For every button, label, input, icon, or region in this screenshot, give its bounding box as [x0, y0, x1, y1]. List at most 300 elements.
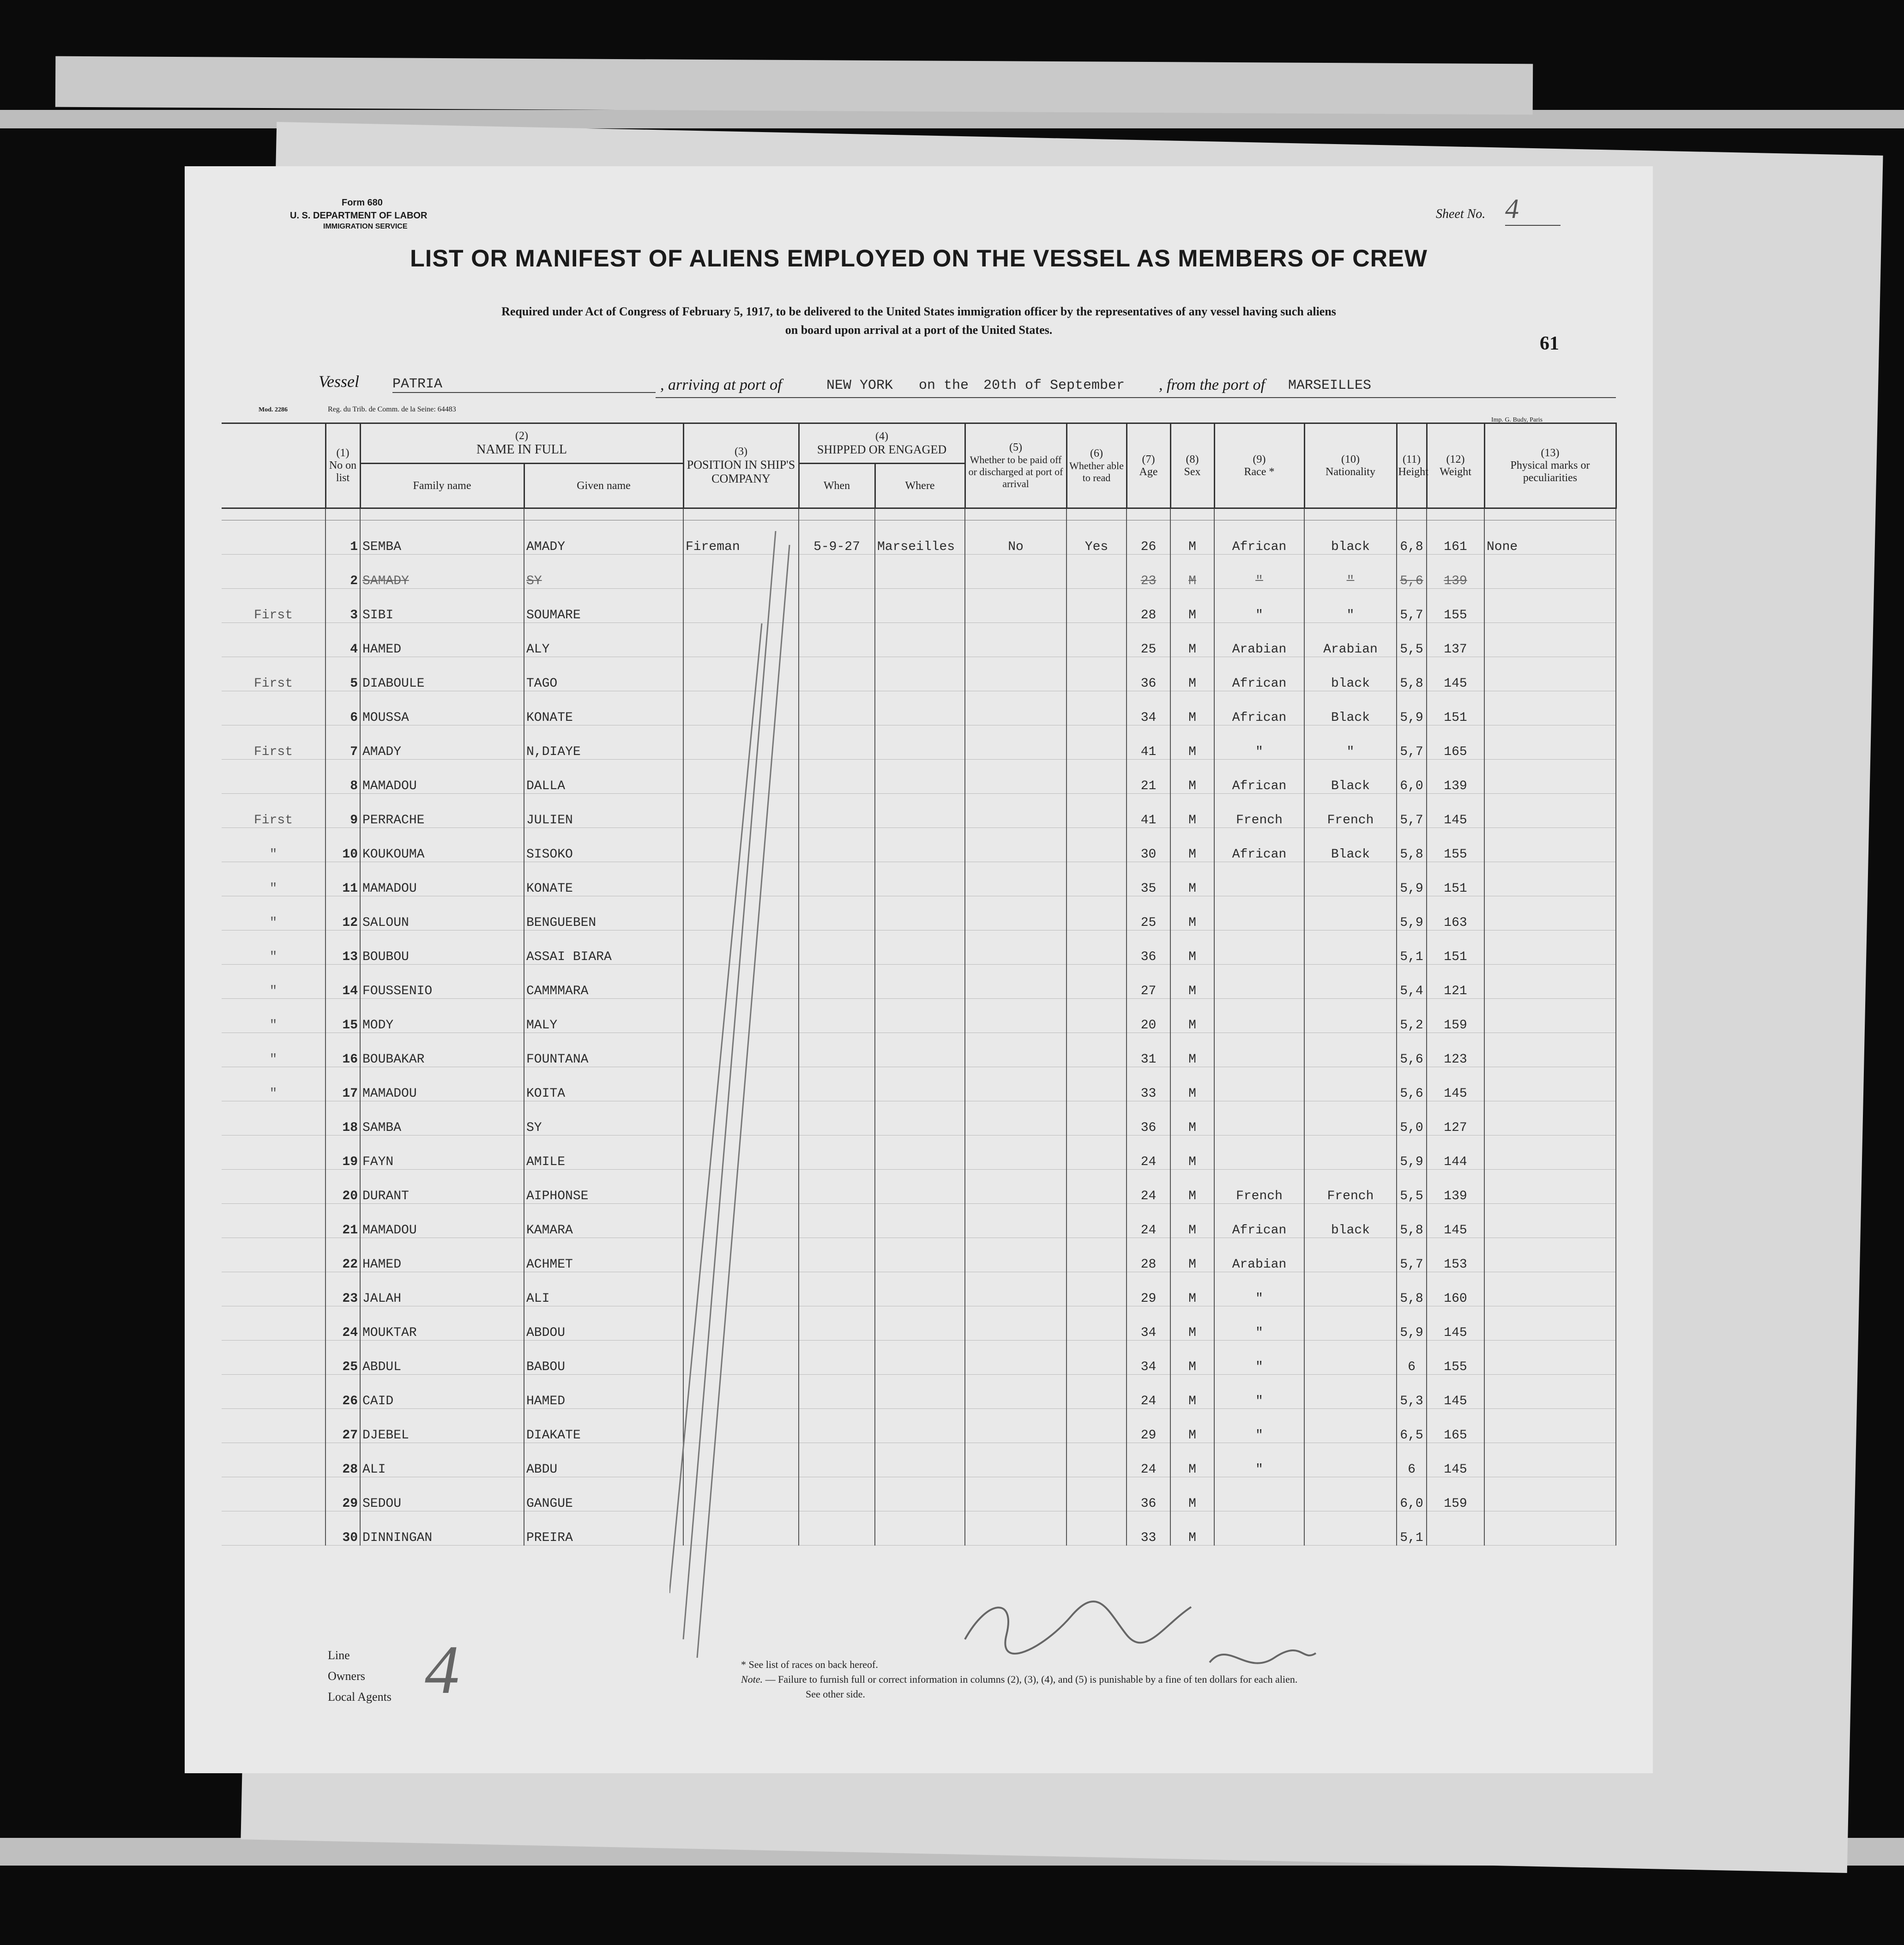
position-cell: Fireman	[683, 520, 799, 555]
height-cell: 5,3	[1397, 1375, 1427, 1409]
height-cell: 5,8	[1397, 1272, 1427, 1306]
row-number-cell: 11	[325, 862, 360, 896]
family-name-cell: FOUSSENIO	[360, 965, 524, 999]
physical-marks-cell	[1484, 623, 1616, 657]
given-name-cell: AIPHONSE	[524, 1170, 683, 1204]
shipped-when-cell	[799, 1341, 875, 1375]
margin-note-cell: "	[222, 999, 325, 1033]
family-name-cell: AMADY	[360, 725, 524, 760]
paid-off-cell	[965, 725, 1066, 760]
spacer-cell	[1127, 508, 1170, 520]
shipped-when-cell	[799, 1033, 875, 1067]
table-row	[222, 1067, 1616, 1101]
row-number-cell: 25	[325, 1341, 360, 1375]
age-cell: 41	[1127, 725, 1170, 760]
paid-off-cell	[965, 589, 1066, 623]
nationality-cell: black	[1304, 1204, 1397, 1238]
weight-cell: 151	[1427, 862, 1484, 896]
margin-note-cell	[222, 1409, 325, 1443]
race-cell: "	[1214, 1409, 1304, 1443]
table-row	[222, 930, 1616, 965]
shipped-when-cell	[799, 1272, 875, 1306]
weight-cell: 165	[1427, 725, 1484, 760]
paid-off-cell	[965, 1511, 1066, 1546]
voyage-underline	[656, 397, 1616, 398]
spacer-cell	[524, 508, 683, 520]
weight-cell: 121	[1427, 965, 1484, 999]
race-cell: "	[1214, 1375, 1304, 1409]
given-name-cell: ACHMET	[524, 1238, 683, 1272]
given-name-cell: SY	[524, 555, 683, 589]
table-row	[222, 1511, 1616, 1546]
physical-marks-cell	[1484, 1067, 1616, 1101]
footer-owners-label: Owners	[328, 1669, 365, 1683]
paid-off-cell	[965, 1341, 1066, 1375]
table-row	[222, 794, 1616, 828]
table-row	[222, 1238, 1616, 1272]
arrival-on-the: on the	[919, 378, 969, 393]
row-number-cell: 2	[325, 555, 360, 589]
table-row	[222, 828, 1616, 862]
able-to-read-cell	[1066, 760, 1127, 794]
punch-hole	[157, 1270, 175, 1291]
table-row	[222, 657, 1616, 691]
table-row	[222, 555, 1616, 589]
when-header: When	[799, 464, 875, 508]
table-row	[222, 725, 1616, 760]
weight-cell: 139	[1427, 760, 1484, 794]
able-to-read-cell	[1066, 1272, 1127, 1306]
printer: Imp. G. Budy, Paris	[1491, 417, 1543, 423]
table-row	[222, 1101, 1616, 1136]
margin-note-cell: First	[222, 589, 325, 623]
height-cell: 6,5	[1397, 1409, 1427, 1443]
weight-cell: 159	[1427, 999, 1484, 1033]
race-cell: "	[1214, 1443, 1304, 1477]
height-cell: 5,8	[1397, 1204, 1427, 1238]
age-cell: 24	[1127, 1136, 1170, 1170]
sex-cell: M	[1170, 1306, 1214, 1341]
race-cell: Arabian	[1214, 623, 1304, 657]
paid-off-cell	[965, 1033, 1066, 1067]
nationality-cell: Black	[1304, 760, 1397, 794]
penalty-note	[741, 1673, 1297, 1685]
col-2-label: NAME IN FULL	[476, 442, 567, 457]
physical-marks-cell	[1484, 1341, 1616, 1375]
race-cell: African	[1214, 1204, 1304, 1238]
height-cell: 5,0	[1397, 1101, 1427, 1136]
able-to-read-cell	[1066, 725, 1127, 760]
physical-marks-cell	[1484, 1101, 1616, 1136]
physical-marks-cell	[1484, 1306, 1616, 1341]
weight-cell: 144	[1427, 1136, 1484, 1170]
shipped-where-cell	[875, 862, 965, 896]
able-to-read-cell	[1066, 1477, 1127, 1511]
paid-off-cell	[965, 896, 1066, 930]
row-number-cell: 10	[325, 828, 360, 862]
given-name-cell: PREIRA	[524, 1511, 683, 1546]
margin-note-cell	[222, 623, 325, 657]
nationality-cell	[1304, 1272, 1397, 1306]
family-name-cell: BOUBAKAR	[360, 1033, 524, 1067]
physical-marks-cell	[1484, 862, 1616, 896]
age-cell: 28	[1127, 589, 1170, 623]
margin-note-cell	[222, 1101, 325, 1136]
col-4-label: SHIPPED OR ENGAGED	[817, 442, 947, 456]
crew-manifest-table	[222, 423, 1617, 1546]
physical-marks-cell	[1484, 828, 1616, 862]
given-name-cell: DALLA	[524, 760, 683, 794]
table-row	[222, 1272, 1616, 1306]
punch-hole	[157, 1143, 175, 1164]
margin-note-cell: First	[222, 725, 325, 760]
age-cell: 24	[1127, 1170, 1170, 1204]
shipped-where-cell	[875, 1238, 965, 1272]
able-to-read-cell	[1066, 589, 1127, 623]
able-to-read-cell	[1066, 1033, 1127, 1067]
row-number-cell: 30	[325, 1511, 360, 1546]
weight-cell: 161	[1427, 520, 1484, 555]
given-name-cell: CAMMMARA	[524, 965, 683, 999]
able-to-read-cell	[1066, 965, 1127, 999]
sheet-label: Sheet No.	[1436, 207, 1486, 221]
nationality-cell	[1304, 1443, 1397, 1477]
sex-cell: M	[1170, 1375, 1214, 1409]
sex-cell: M	[1170, 1136, 1214, 1170]
family-name-header: Family name	[360, 464, 524, 508]
given-name-cell: N,DIAYE	[524, 725, 683, 760]
row-number-cell: 22	[325, 1238, 360, 1272]
physical-marks-cell	[1484, 1477, 1616, 1511]
margin-note-cell	[222, 1477, 325, 1511]
physical-marks-cell	[1484, 1204, 1616, 1238]
col-9-label: Race *	[1244, 465, 1275, 478]
height-cell: 6	[1397, 1443, 1427, 1477]
row-number-cell: 17	[325, 1067, 360, 1101]
age-cell: 33	[1127, 1511, 1170, 1546]
page-number: 61	[1540, 333, 1559, 354]
col-6-number: (6)	[1090, 447, 1103, 459]
shipped-when-cell	[799, 1375, 875, 1409]
age-cell: 30	[1127, 828, 1170, 862]
given-name-cell: GANGUE	[524, 1477, 683, 1511]
from-text: , from the port of	[1159, 376, 1265, 393]
able-to-read-cell	[1066, 1136, 1127, 1170]
family-name-cell: DIABOULE	[360, 657, 524, 691]
nationality-cell	[1304, 965, 1397, 999]
weight-cell: 151	[1427, 930, 1484, 965]
given-name-cell: TAGO	[524, 657, 683, 691]
row-number-cell: 8	[325, 760, 360, 794]
shipped-when-cell	[799, 1101, 875, 1136]
shipped-where-cell	[875, 1136, 965, 1170]
spacer-cell	[1427, 508, 1484, 520]
nationality-cell	[1304, 1238, 1397, 1272]
col-2-number: (2)	[515, 429, 528, 442]
shipped-when-cell	[799, 1443, 875, 1477]
family-name-cell: JALAH	[360, 1272, 524, 1306]
nationality-cell	[1304, 1511, 1397, 1546]
family-name-cell: FAYN	[360, 1136, 524, 1170]
race-cell	[1214, 930, 1304, 965]
margin-note-cell: "	[222, 965, 325, 999]
shipped-when-cell	[799, 999, 875, 1033]
race-cell: African	[1214, 760, 1304, 794]
paid-off-cell	[965, 862, 1066, 896]
top-scan-strip-light	[55, 56, 1533, 115]
age-cell: 21	[1127, 760, 1170, 794]
sex-cell: M	[1170, 1067, 1214, 1101]
col-5-header	[965, 423, 1066, 508]
shipped-where-cell	[875, 1511, 965, 1546]
shipped-where-cell	[875, 725, 965, 760]
paid-off-cell	[965, 1136, 1066, 1170]
sheet-value: 4	[1505, 193, 1561, 226]
margin-note-cell	[222, 1136, 325, 1170]
height-cell: 5,7	[1397, 1238, 1427, 1272]
age-cell: 41	[1127, 794, 1170, 828]
race-cell	[1214, 1511, 1304, 1546]
nationality-cell: Black	[1304, 691, 1397, 725]
weight-cell: 160	[1427, 1272, 1484, 1306]
sex-cell: M	[1170, 1341, 1214, 1375]
nationality-cell	[1304, 1101, 1397, 1136]
weight-cell: 123	[1427, 1033, 1484, 1067]
family-name-cell: DURANT	[360, 1170, 524, 1204]
given-name-cell: ASSAI BIARA	[524, 930, 683, 965]
race-cell: African	[1214, 828, 1304, 862]
able-to-read-cell	[1066, 896, 1127, 930]
row-number-cell: 9	[325, 794, 360, 828]
col-6-label: Whether able to read	[1069, 460, 1124, 483]
nationality-cell	[1304, 1067, 1397, 1101]
table-row	[222, 999, 1616, 1033]
physical-marks-cell	[1484, 555, 1616, 589]
spacer-row	[222, 508, 1616, 520]
sex-cell: M	[1170, 725, 1214, 760]
sex-cell: M	[1170, 930, 1214, 965]
row-number-cell: 12	[325, 896, 360, 930]
col-10-header	[1304, 423, 1397, 508]
sex-cell: M	[1170, 623, 1214, 657]
height-cell: 5,9	[1397, 1136, 1427, 1170]
where-header: Where	[875, 464, 965, 508]
table-row	[222, 1204, 1616, 1238]
handwritten-mark: 4	[425, 1631, 459, 1708]
row-number-cell: 20	[325, 1170, 360, 1204]
able-to-read-cell	[1066, 828, 1127, 862]
shipped-where-cell	[875, 1067, 965, 1101]
given-name-cell: SY	[524, 1101, 683, 1136]
physical-marks-cell	[1484, 1409, 1616, 1443]
weight-cell: 145	[1427, 657, 1484, 691]
age-cell: 36	[1127, 657, 1170, 691]
able-to-read-cell	[1066, 1170, 1127, 1204]
margin-note-cell: "	[222, 862, 325, 896]
nationality-cell: "	[1304, 725, 1397, 760]
row-number-cell: 28	[325, 1443, 360, 1477]
row-number-cell: 3	[325, 589, 360, 623]
sex-cell: M	[1170, 965, 1214, 999]
race-cell: "	[1214, 555, 1304, 589]
arriving-text: , arriving at port of	[660, 376, 782, 393]
race-cell	[1214, 1477, 1304, 1511]
family-name-cell: SALOUN	[360, 896, 524, 930]
shipped-where-cell	[875, 1170, 965, 1204]
sex-cell: M	[1170, 896, 1214, 930]
height-cell: 5,2	[1397, 999, 1427, 1033]
nationality-cell: Black	[1304, 828, 1397, 862]
shipped-when-cell	[799, 1477, 875, 1511]
able-to-read-cell	[1066, 862, 1127, 896]
signature	[951, 1570, 1320, 1690]
row-number-cell: 16	[325, 1033, 360, 1067]
shipped-where-cell	[875, 965, 965, 999]
given-name-cell: BENGUEBEN	[524, 896, 683, 930]
col-1-number: (1)	[336, 447, 349, 459]
given-name-header: Given name	[524, 464, 683, 508]
family-name-cell: SEDOU	[360, 1477, 524, 1511]
able-to-read-cell: Yes	[1066, 520, 1127, 555]
able-to-read-cell	[1066, 1306, 1127, 1341]
weight-cell: 127	[1427, 1101, 1484, 1136]
weight-cell: 151	[1427, 691, 1484, 725]
col-11-header	[1397, 423, 1427, 508]
family-name-cell: KOUKOUMA	[360, 828, 524, 862]
shipped-where-cell	[875, 1033, 965, 1067]
mod-number: Mod. 2286	[259, 406, 288, 413]
table-row	[222, 1409, 1616, 1443]
sex-cell: M	[1170, 999, 1214, 1033]
col-1-header	[325, 423, 360, 508]
given-name-cell: DIAKATE	[524, 1409, 683, 1443]
able-to-read-cell	[1066, 794, 1127, 828]
shipped-where-cell	[875, 1204, 965, 1238]
col-7-label: Age	[1139, 465, 1158, 478]
margin-note-cell	[222, 555, 325, 589]
paid-off-cell	[965, 760, 1066, 794]
margin-note-cell: "	[222, 896, 325, 930]
paid-off-cell	[965, 555, 1066, 589]
paid-off-cell: No	[965, 520, 1066, 555]
race-cell: African	[1214, 520, 1304, 555]
height-cell: 5,9	[1397, 691, 1427, 725]
manifest-rows	[222, 508, 1616, 1546]
table-row	[222, 520, 1616, 555]
family-name-cell: MOUKTAR	[360, 1306, 524, 1341]
row-number-cell: 27	[325, 1409, 360, 1443]
col-9-number: (9)	[1253, 453, 1266, 465]
able-to-read-cell	[1066, 1204, 1127, 1238]
age-cell: 35	[1127, 862, 1170, 896]
nationality-cell	[1304, 1306, 1397, 1341]
nationality-cell	[1304, 1409, 1397, 1443]
able-to-read-cell	[1066, 691, 1127, 725]
margin-note-cell	[222, 1511, 325, 1546]
race-cell	[1214, 862, 1304, 896]
race-cell: African	[1214, 657, 1304, 691]
spacer-cell	[799, 508, 875, 520]
given-name-cell: AMILE	[524, 1136, 683, 1170]
shipped-where-cell	[875, 1272, 965, 1306]
shipped-where-cell	[875, 1375, 965, 1409]
shipped-when-cell	[799, 1136, 875, 1170]
paid-off-cell	[965, 1443, 1066, 1477]
sex-cell: M	[1170, 691, 1214, 725]
margin-note-cell	[222, 520, 325, 555]
weight-cell: 139	[1427, 1170, 1484, 1204]
race-cell	[1214, 896, 1304, 930]
age-cell: 34	[1127, 691, 1170, 725]
nationality-cell	[1304, 1136, 1397, 1170]
service: IMMIGRATION SERVICE	[323, 223, 408, 230]
weight-cell: 155	[1427, 1341, 1484, 1375]
sex-cell: M	[1170, 1033, 1214, 1067]
age-cell: 24	[1127, 1443, 1170, 1477]
race-cell: African	[1214, 691, 1304, 725]
height-cell: 5,8	[1397, 657, 1427, 691]
paid-off-cell	[965, 1477, 1066, 1511]
weight-cell: 145	[1427, 1375, 1484, 1409]
footer-agents-label: Local Agents	[328, 1690, 392, 1703]
shipped-when-cell	[799, 930, 875, 965]
vessel-label: Vessel	[319, 372, 359, 391]
paid-off-cell	[965, 623, 1066, 657]
paid-off-cell	[965, 1238, 1066, 1272]
paid-off-cell	[965, 1067, 1066, 1101]
margin-note-cell	[222, 1375, 325, 1409]
age-cell: 31	[1127, 1033, 1170, 1067]
shipped-where-cell	[875, 1341, 965, 1375]
race-cell: "	[1214, 589, 1304, 623]
shipped-when-cell	[799, 896, 875, 930]
col-1-label: No on list	[329, 459, 357, 484]
col-2-header	[360, 423, 683, 464]
margin-note-cell	[222, 691, 325, 725]
height-cell: 5,9	[1397, 862, 1427, 896]
from-port: MARSEILLES	[1288, 378, 1372, 393]
spacer-cell	[1214, 508, 1304, 520]
table-row	[222, 1443, 1616, 1477]
family-name-cell: MAMADOU	[360, 760, 524, 794]
shipped-when-cell	[799, 623, 875, 657]
physical-marks-cell	[1484, 1170, 1616, 1204]
height-cell: 5,6	[1397, 1033, 1427, 1067]
height-cell: 5,7	[1397, 794, 1427, 828]
note-text: — Failure to furnish full or correct information in columns (2), (3), (4), and (5) is punishable by a fine of ten dollars for each alien.	[765, 1673, 1298, 1685]
spacer-cell	[1066, 508, 1127, 520]
col-12-number: (12)	[1446, 453, 1465, 465]
col-7-header	[1127, 423, 1170, 508]
age-cell: 28	[1127, 1238, 1170, 1272]
race-cell	[1214, 999, 1304, 1033]
nationality-cell: "	[1304, 589, 1397, 623]
able-to-read-cell	[1066, 1238, 1127, 1272]
shipped-when-cell	[799, 760, 875, 794]
age-cell: 24	[1127, 1204, 1170, 1238]
shipped-where-cell	[875, 1306, 965, 1341]
sex-cell: M	[1170, 1101, 1214, 1136]
sex-cell: M	[1170, 589, 1214, 623]
family-name-cell: MODY	[360, 999, 524, 1033]
footer-line-label: Line	[328, 1649, 350, 1662]
height-cell: 6,0	[1397, 760, 1427, 794]
shipped-when-cell	[799, 1204, 875, 1238]
spacer-cell	[875, 508, 965, 520]
height-cell: 6,8	[1397, 520, 1427, 555]
nationality-cell: black	[1304, 520, 1397, 555]
height-cell: 5,4	[1397, 965, 1427, 999]
